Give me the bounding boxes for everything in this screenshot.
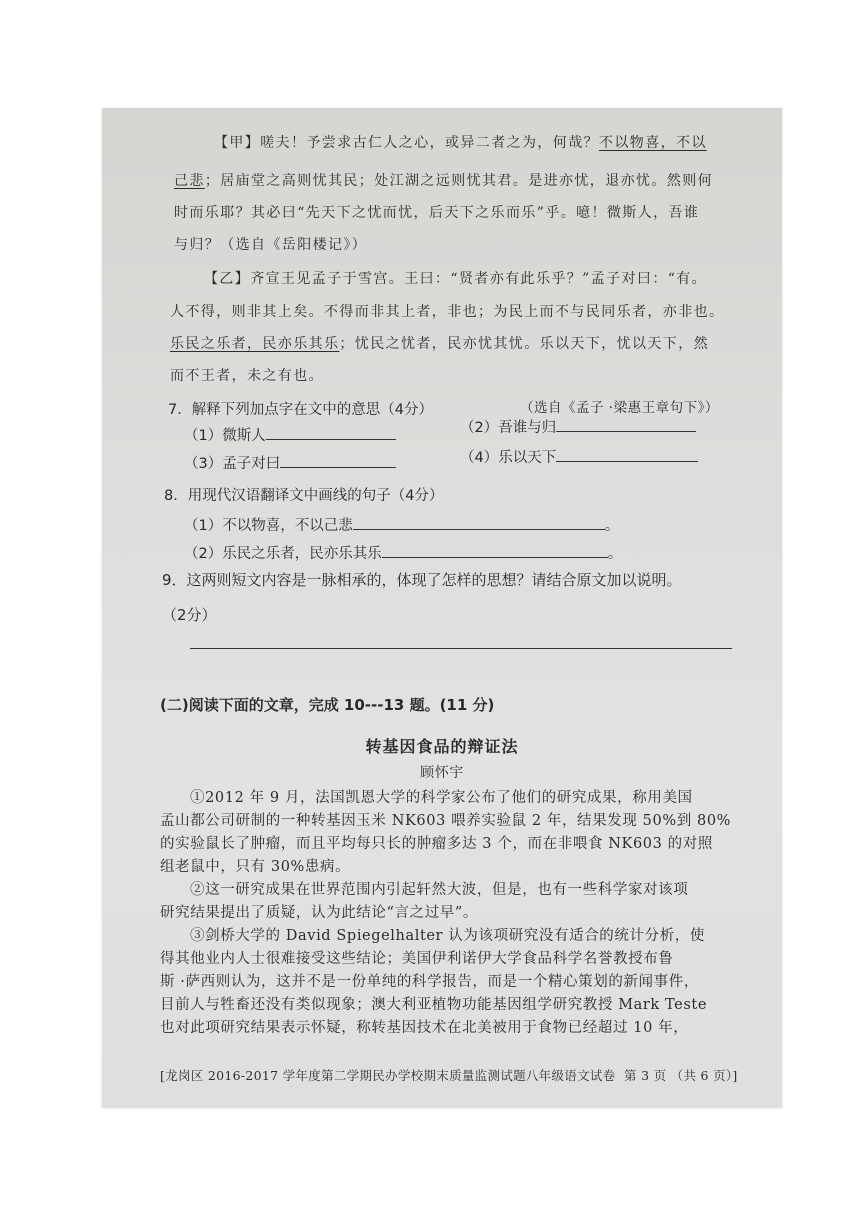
yi-line-3 bbox=[170, 333, 709, 353]
q8-item-1: （1）不以物喜，不以己悲 。 bbox=[184, 514, 619, 535]
section-2-heading: (二)阅读下面的文章，完成 10---13 题。(11 分) bbox=[160, 696, 495, 714]
jia-line-2 bbox=[174, 170, 713, 190]
page-footer-title: [龙岗区 2016-2017 学年度第二学期民办学校期末质量监测试题八年级语文试卷 bbox=[160, 1068, 616, 1083]
q8-answer-blank-2[interactable] bbox=[382, 543, 608, 558]
q7-answer-blank-3[interactable] bbox=[280, 453, 396, 468]
article-line: 斯 ·萨西则认为，这并不是一份单纯的科学报告，而是一个精心策划的新闻事件， bbox=[160, 974, 699, 990]
jia-line-3: 时而乐耶？其必曰“先天下之忧而忧，后天下之乐而乐”乎。噫！微斯人，吾谁 bbox=[174, 205, 700, 221]
yi-text: ；忧民之忧者，民亦忧其忧。乐以天下，忧以天下，然 bbox=[339, 336, 710, 352]
jia-text: ；居庙堂之高则忧其民；处江湖之远则忧其君。是进亦忧，退亦忧。然则何 bbox=[204, 173, 714, 189]
article-line: ②这一研究成果在世界范围内引起轩然大波，但是，也有一些科学家对该项 bbox=[190, 882, 689, 898]
yi-line-1: 【乙】齐宣王见孟子于雪宫。王曰：“贤者亦有此乐乎？”孟子对曰：“有。 bbox=[204, 271, 708, 287]
yi-line-4: 而不王者，未之有也。 bbox=[170, 368, 324, 384]
jia-text: 【甲】嗟夫！予尝求古仁人之心，或异二者之为，何哉？ bbox=[214, 135, 599, 151]
yi-underlined-sentence: 乐民之乐者，民亦乐其乐 bbox=[170, 336, 340, 352]
q8-item-2: （2）乐民之乐者，民亦乐其乐 。 bbox=[184, 542, 622, 563]
article-line: 组老鼠中，只有 30%患病。 bbox=[160, 859, 351, 875]
article-line: 得其他业内人士很难接受这些结论；美国伊利诺伊大学食品科学名誉教授布鲁 bbox=[160, 951, 674, 967]
q9-answer-line[interactable] bbox=[190, 648, 732, 649]
jia-underlined-sentence-end: 己悲 bbox=[174, 173, 205, 189]
q9-stem: 9．这两则短文内容是一脉相承的，体现了怎样的思想？请结合原文加以说明。 bbox=[162, 571, 682, 589]
article-line: 的实验鼠长了肿瘤，而且平均每只长的肿瘤多达 3 个，而在非喂食 NK603 的对照 bbox=[160, 836, 713, 852]
jia-line-1 bbox=[214, 132, 707, 152]
q7-item-1: （1）微斯人 bbox=[184, 424, 396, 445]
q8-answer-blank-1[interactable] bbox=[353, 515, 605, 530]
q7-item-3: （3）孟子对曰 bbox=[184, 452, 396, 473]
exam-page bbox=[102, 108, 782, 1108]
q7-stem: 7．解释下列加点字在文中的意思（4分） bbox=[168, 402, 433, 418]
article-line: ①2012 年 9 月，法国凯恩大学的科学家公布了他们的研究成果，称用美国 bbox=[190, 790, 693, 806]
q7-item-4: （4）乐以天下 bbox=[460, 446, 698, 467]
article-line: 目前人与牲畜还没有类似现象；澳大利亚植物功能基因组学研究教授 Mark Teste bbox=[160, 997, 708, 1013]
yi-source: （选自《孟子 ·梁惠王章句下》） bbox=[520, 400, 719, 416]
q8-stem: 8．用现代汉语翻译文中画线的句子（4分） bbox=[164, 488, 444, 504]
q7-item-2: （2）吾谁与归 bbox=[460, 416, 696, 437]
q9-score: （2分） bbox=[162, 606, 217, 624]
yi-line-2: 人不得，则非其上矣。不得而非其上者，非也；为民上而不与民同乐者，亦非也。 bbox=[170, 304, 725, 320]
q7-answer-blank-4[interactable] bbox=[556, 447, 698, 462]
jia-underlined-sentence: 不以物喜，不以 bbox=[599, 135, 707, 151]
q7-answer-blank-2[interactable] bbox=[556, 417, 696, 432]
article-line: 孟山都公司研制的一种转基因玉米 NK603 喂养实验鼠 2 年，结果发现 50%到 80% bbox=[160, 813, 732, 829]
page-footer-number: 第 3 页 （共 6 页）] bbox=[624, 1068, 738, 1083]
q7-answer-blank-1[interactable] bbox=[266, 425, 396, 440]
jia-line-4: 与归？（选自《岳阳楼记》） bbox=[174, 237, 368, 253]
article-title: 转基因食品的辩证法 bbox=[365, 737, 519, 756]
article-author: 顾怀宇 bbox=[420, 765, 464, 781]
article-line: 也对此项研究结果表示怀疑，称转基因技术在北美被用于食物已经超过 10 年， bbox=[160, 1020, 689, 1036]
article-line: 研究结果提出了质疑，认为此结论“言之过早”。 bbox=[160, 905, 479, 921]
article-line: ③剑桥大学的 David Spiegelhalter 认为该项研究没有适合的统计分析，使 bbox=[190, 928, 706, 944]
